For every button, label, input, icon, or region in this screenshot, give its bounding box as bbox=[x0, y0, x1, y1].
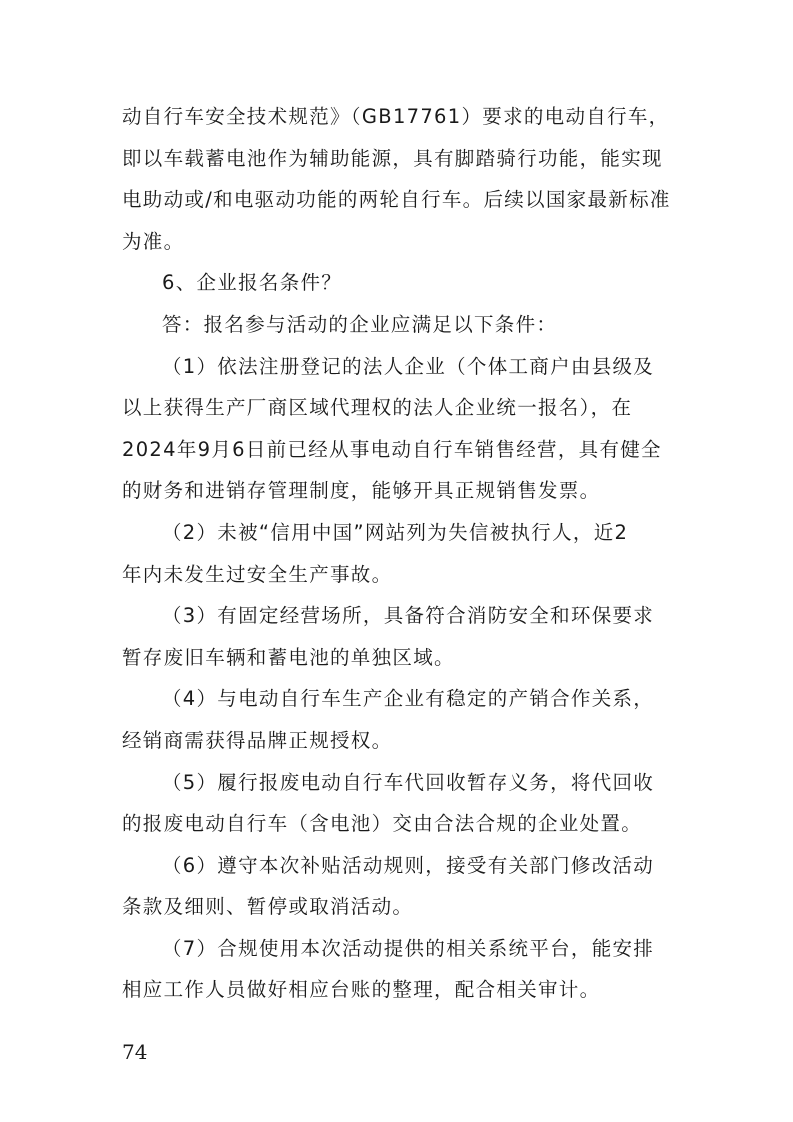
condition-4-line-1: （4）与电动自行车生产企业有稳定的产销合作关系， bbox=[162, 687, 655, 711]
condition-5-line-2: 的报废电动自行车（含电池）交由合法合规的企业处置。 bbox=[122, 812, 643, 836]
condition-1-line-4: 的财务和进销存管理制度，能够开具正规销售发票。 bbox=[122, 479, 601, 503]
condition-2-line-1: （2）未被“信用中国”网站列为失信被执行人，近2 bbox=[162, 520, 629, 544]
page-number: 74 bbox=[122, 1040, 148, 1064]
condition-1-line-3: 2024年9月6日前已经从事电动自行车销售经营，具有健全 bbox=[122, 437, 662, 461]
condition-7-line-2: 相应工作人员做好相应台账的整理，配合相关审计。 bbox=[122, 978, 601, 1002]
text-line-2: 即以车载蓄电池作为辅助能源，具有脚踏骑行功能，能实现 bbox=[122, 146, 663, 170]
text-line-4: 为准。 bbox=[122, 229, 185, 253]
condition-3-line-2: 暂存废旧车辆和蓄电池的单独区域。 bbox=[122, 645, 455, 669]
text-line-3: 电助动或/和电驱动功能的两轮自行车。后续以国家最新标准 bbox=[122, 188, 671, 212]
condition-3-line-1: （3）有固定经营场所，具备符合消防安全和环保要求 bbox=[162, 604, 655, 628]
condition-6-line-1: （6）遵守本次补贴活动规则，接受有关部门修改活动 bbox=[162, 853, 655, 877]
text-line-1: 动自行车安全技术规范》（GB17761）要求的电动自行车， bbox=[122, 105, 670, 128]
condition-4-line-2: 经销商需获得品牌正规授权。 bbox=[122, 728, 393, 752]
answer-intro: 答：报名参与活动的企业应满足以下条件： bbox=[162, 312, 558, 336]
condition-5-line-1: （5）履行报废电动自行车代回收暂存义务，将代回收 bbox=[162, 770, 655, 794]
condition-2-line-2: 年内未发生过安全生产事故。 bbox=[122, 562, 393, 586]
condition-7-line-1: （7）合规使用本次活动提供的相关系统平台，能安排 bbox=[162, 936, 655, 960]
question-heading: 6、企业报名条件？ bbox=[162, 271, 343, 295]
condition-1-line-1: （1）依法注册登记的法人企业（个体工商户由县级及 bbox=[162, 354, 655, 378]
condition-6-line-2: 条款及细则、暂停或取消活动。 bbox=[122, 895, 414, 919]
condition-1-line-2: 以上获得生产厂商区域代理权的法人企业统一报名），在 bbox=[122, 396, 633, 420]
body-text bbox=[122, 96, 676, 1011]
